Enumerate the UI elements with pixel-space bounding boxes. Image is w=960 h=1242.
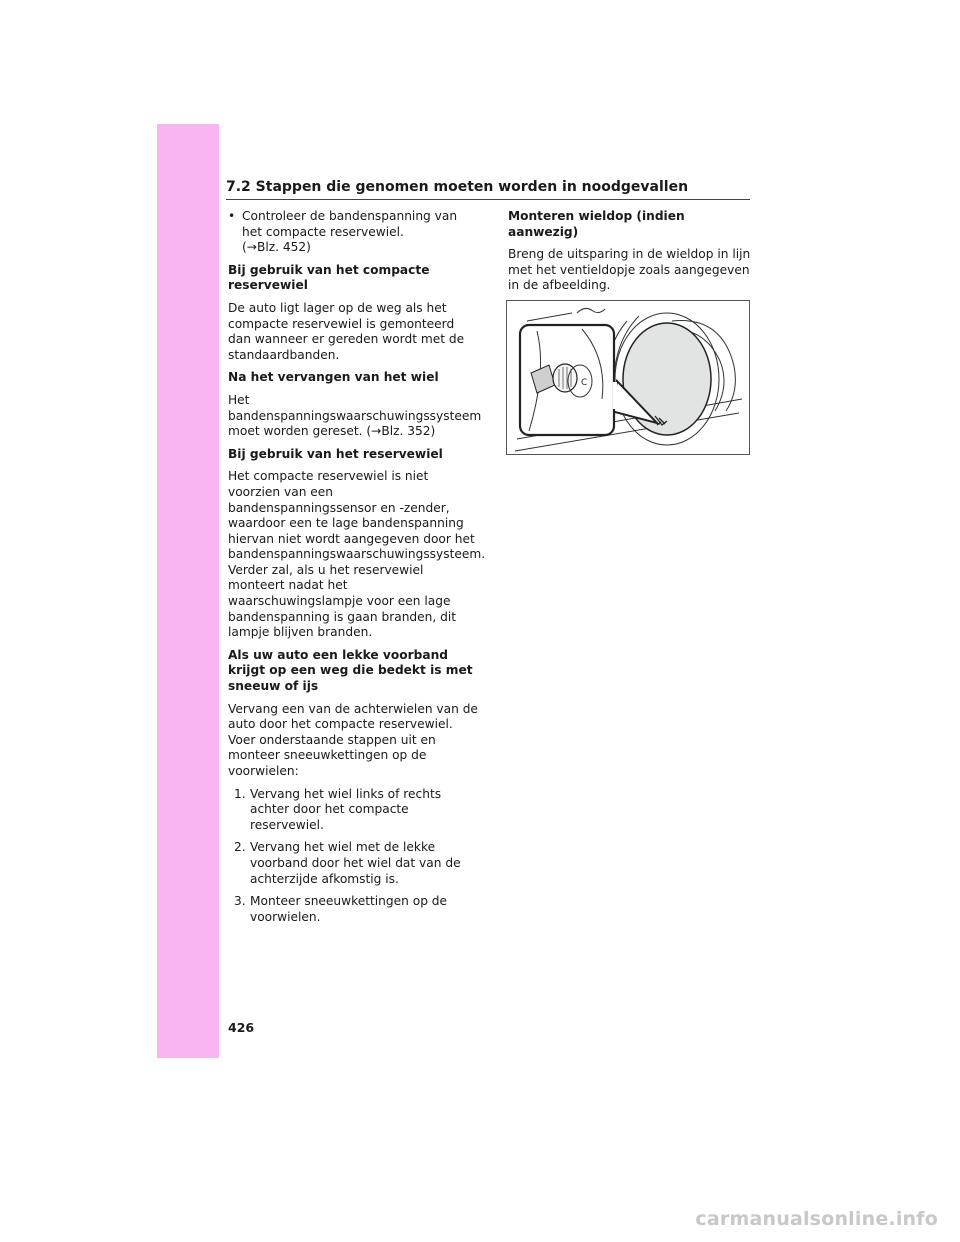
heading-after-wheel-change: Na het vervangen van het wiel: [228, 370, 439, 385]
step-item: [228, 894, 480, 925]
heading-spare-use: Bij gebruik van het reservewiel: [228, 446, 443, 461]
paragraph-after-wheel-change: Het bandenspanningswaarschuwingssysteem moet worden gereset. (→Blz. 352): [228, 392, 482, 439]
watermark: carmanualsonline.info: [695, 1208, 938, 1230]
valve-cap-letter: C: [581, 378, 588, 388]
bullet-mark: •: [228, 209, 236, 223]
wheel-cover-illustration: [506, 300, 750, 455]
page-number: 426: [228, 1020, 255, 1035]
paragraph-spare-use: Het compacte reservewiel is niet voorzien van een bandenspanningssensor en -zender, waardoor een te lage bandenspanning hiervan niet wordt aangegeven door het bandenspanningswaarschuwingssysteem. Verder zal, als u het reservewiel monteert nadat het waarschuwingslampje voor een lage bandenspanning is gaan branden, dit lampje blijven branden.: [228, 469, 486, 640]
step-text: Vervang het wiel met de lekke voorband door het wiel dat van de achterzijde afkomstig is.: [250, 840, 461, 886]
section-header: 7.2 Stappen die genomen moeten worden in noodgevallen: [226, 178, 750, 200]
bullet-item: [228, 209, 480, 256]
bullet-text-line2: het compacte reservewiel.: [242, 224, 404, 239]
right-column: [508, 209, 752, 301]
left-column: [228, 209, 486, 932]
step-text: Vervang het wiel links of rechts achter door het compacte reservewiel.: [250, 786, 442, 832]
heading-wheel-cover: Monteren wieldop (indien aanwezig): [508, 209, 685, 239]
page-reference: (→Blz. 452): [242, 240, 311, 255]
paragraph-compact-spare: De auto ligt lager op de weg als het compacte reservewiel is gemonteerd dan wanneer er gereden wordt met de standaardbanden.: [228, 300, 465, 362]
bullet-text-line1: Controleer de bandenspanning van: [242, 209, 458, 223]
step-item: [228, 787, 480, 834]
step-number: 2.: [234, 840, 246, 855]
heading-flat-front-tire-snow: Als uw auto een lekke voorband krijgt op een weg die bedekt is met sneeuw of ijs: [228, 647, 473, 694]
step-text: Monteer sneeuwkettingen op de voorwielen.: [250, 894, 448, 924]
heading-compact-spare: Bij gebruik van het compacte reservewiel: [228, 262, 430, 293]
step-item: [228, 840, 480, 887]
step-number: 3.: [234, 894, 246, 909]
step-number: 1.: [234, 786, 246, 801]
chapter-side-tab: [157, 124, 219, 1058]
paragraph-flat-front-tire-snow: Vervang een van de achterwielen van de auto door het compacte reservewiel. Voer onderstaande stappen uit en monteer sneeuwkettingen op de voorwielen:: [228, 701, 478, 778]
paragraph-wheel-cover: Breng de uitsparing in de wieldop in lijn met het ventieldopje zoals aangegeven in de afbeelding.: [508, 247, 751, 293]
wheel-cover-drawing: [507, 301, 749, 454]
